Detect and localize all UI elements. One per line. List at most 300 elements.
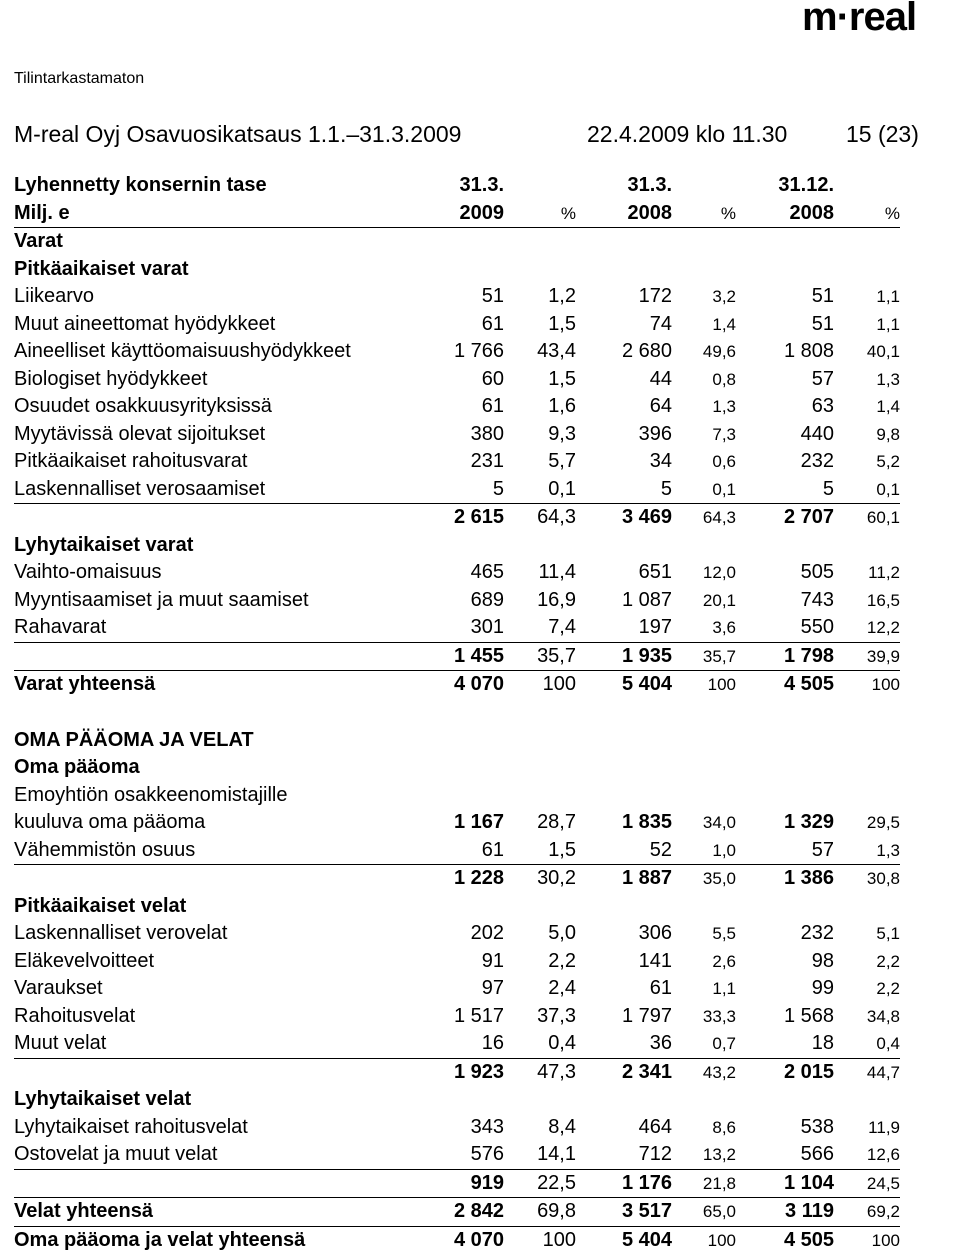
cell-ap bbox=[504, 256, 576, 284]
cell-a: 61 bbox=[434, 837, 504, 865]
total-row bbox=[14, 1058, 900, 1086]
row-label: Muut velat bbox=[14, 1030, 434, 1058]
m-real-logo bbox=[800, 0, 960, 38]
cell-bp: 100 bbox=[707, 1230, 736, 1250]
cell-c: 4 505 bbox=[783, 673, 834, 695]
cell-ap: 37,3 bbox=[537, 1004, 576, 1027]
cell-cp: 0,4 bbox=[834, 1030, 900, 1058]
page-number: 15 (23) bbox=[846, 121, 919, 147]
cell-cp bbox=[834, 782, 900, 810]
cell-a bbox=[434, 782, 504, 810]
row-label: Lyhytaikaiset velat bbox=[14, 1088, 192, 1110]
row-label: Myytävissä olevat sijoitukset bbox=[14, 422, 266, 445]
cell-cp: 12,2 bbox=[834, 614, 900, 642]
cell-a bbox=[434, 1086, 504, 1114]
row-label: Rahoitusvelat bbox=[14, 1004, 136, 1027]
cell-cp: 24,5 bbox=[834, 1169, 900, 1198]
cell-ap: 43,4 bbox=[537, 340, 576, 362]
cell-ap bbox=[504, 532, 576, 560]
cell-b: 5 404 bbox=[621, 1228, 672, 1251]
cell-b: 141 bbox=[638, 949, 672, 972]
cell-cp: 12,6 bbox=[834, 1141, 900, 1169]
cell-b: 3 517 bbox=[576, 1198, 672, 1227]
cell-ap: 64,3 bbox=[537, 506, 576, 528]
row-label: OMA PÄÄOMA JA VELAT bbox=[14, 728, 254, 751]
cell-a: 61 bbox=[481, 395, 504, 417]
cell-b: 3 469 bbox=[621, 506, 672, 528]
cell-b: 34 bbox=[649, 450, 672, 472]
cell-c: 57 bbox=[736, 837, 834, 865]
cell-b: 1 797 bbox=[621, 1004, 672, 1027]
cell-c bbox=[736, 532, 834, 560]
cell-a: 1 923 bbox=[453, 1060, 504, 1083]
cell-c bbox=[736, 256, 834, 284]
cell-c: 18 bbox=[736, 1030, 834, 1058]
cell-b: 396 bbox=[638, 422, 672, 445]
row-label: Laskennalliset verovelat bbox=[14, 922, 228, 944]
cell-ap: 16,9 bbox=[537, 588, 576, 611]
cell-c: 1 329 bbox=[783, 811, 834, 833]
cell-cp: 9,8 bbox=[876, 424, 900, 444]
unaudited-label: Tilintarkastamaton bbox=[14, 70, 145, 87]
cell-cp: 1,3 bbox=[876, 369, 900, 389]
cell-bp: 1,1 bbox=[712, 979, 736, 998]
cell-a: 689 bbox=[470, 588, 504, 611]
cell-c: 5 bbox=[736, 476, 834, 504]
total-row bbox=[14, 504, 900, 532]
cell-bp: 65,0 bbox=[672, 1198, 736, 1227]
col-a-pct: % bbox=[504, 200, 576, 228]
cell-b: 651 bbox=[638, 561, 672, 583]
cell-cp: 2,2 bbox=[876, 979, 900, 998]
cell-b bbox=[576, 699, 672, 727]
cell-cp: 5,1 bbox=[876, 924, 900, 943]
cell-a: 51 bbox=[481, 285, 504, 307]
cell-a bbox=[434, 727, 504, 755]
col-b-pct: % bbox=[672, 200, 736, 228]
cell-b: 1 887 bbox=[621, 867, 672, 889]
cell-cp: 1,1 bbox=[876, 287, 900, 306]
cell-bp: 100 bbox=[707, 675, 736, 694]
cell-c: 2 015 bbox=[783, 1060, 834, 1083]
cell-bp bbox=[672, 1086, 736, 1114]
cell-c: 1 568 bbox=[783, 1004, 834, 1027]
cell-b: 1 935 bbox=[576, 642, 672, 671]
cell-cp: 30,8 bbox=[866, 869, 900, 888]
cell-cp bbox=[834, 1086, 900, 1114]
section-heading-row bbox=[14, 1086, 900, 1114]
cell-ap: 8,4 bbox=[548, 1115, 576, 1138]
cell-bp: 1,3 bbox=[712, 397, 736, 416]
cell-a: 919 bbox=[434, 1169, 504, 1198]
cell-c: 566 bbox=[736, 1141, 834, 1169]
cell-c: 1 798 bbox=[736, 642, 834, 671]
cell-bp: 43,2 bbox=[702, 1062, 736, 1082]
table-row bbox=[14, 809, 900, 837]
cell-a: 202 bbox=[470, 922, 504, 944]
cell-bp: 34,0 bbox=[702, 813, 736, 832]
cell-cp: 5,2 bbox=[876, 452, 900, 471]
report-title: M-real Oyj Osavuosikatsaus 1.1.–31.3.2009 bbox=[14, 121, 462, 147]
cell-a bbox=[434, 754, 504, 782]
cell-b: 36 bbox=[576, 1030, 672, 1058]
total-row bbox=[14, 642, 900, 671]
cell-a: 60 bbox=[481, 367, 504, 390]
section-heading-row bbox=[14, 228, 900, 256]
column-header-row-2 bbox=[14, 200, 900, 228]
cell-c: 232 bbox=[800, 922, 834, 944]
cell-c bbox=[736, 1086, 834, 1114]
table-row bbox=[14, 338, 900, 366]
cell-c bbox=[736, 228, 834, 256]
cell-cp bbox=[834, 228, 900, 256]
section-heading-row bbox=[14, 256, 900, 284]
row-label: kuuluva oma pääoma bbox=[14, 811, 206, 833]
cell-c: 57 bbox=[811, 367, 834, 390]
row-label: Osuudet osakkuusyrityksissä bbox=[14, 395, 272, 417]
table-row bbox=[14, 311, 900, 339]
table-row bbox=[14, 837, 900, 865]
cell-cp: 44,7 bbox=[866, 1062, 900, 1082]
cell-a: 2 615 bbox=[453, 506, 504, 528]
cell-ap: 28,7 bbox=[537, 811, 576, 833]
cell-cp bbox=[834, 727, 900, 755]
row-label: Myyntisaamiset ja muut saamiset bbox=[14, 588, 309, 611]
cell-c: 743 bbox=[800, 588, 834, 611]
row-label bbox=[14, 504, 434, 532]
cell-bp: 0,8 bbox=[712, 369, 736, 389]
cell-b: 44 bbox=[649, 367, 672, 390]
col-b-year: 2008 bbox=[576, 200, 672, 228]
cell-cp: 1,1 bbox=[876, 314, 900, 334]
cell-c bbox=[736, 699, 834, 727]
cell-ap: 100 bbox=[542, 1228, 576, 1251]
cell-c: 99 bbox=[811, 977, 834, 999]
row-label: Emoyhtiön osakkeenomistajille bbox=[14, 783, 288, 806]
cell-b: 1 176 bbox=[576, 1169, 672, 1198]
cell-ap: 11,4 bbox=[538, 561, 576, 583]
cell-cp: 69,2 bbox=[834, 1198, 900, 1227]
cell-bp: 3,2 bbox=[712, 287, 736, 306]
logo-text: m·real bbox=[802, 0, 917, 38]
cell-a: 5 bbox=[434, 476, 504, 504]
cell-b: 2 680 bbox=[621, 340, 672, 362]
cell-b: 74 bbox=[649, 312, 672, 335]
cell-a bbox=[434, 893, 504, 921]
cell-ap: 0,1 bbox=[504, 476, 576, 504]
cell-b bbox=[576, 1086, 672, 1114]
row-label bbox=[14, 1169, 434, 1198]
table-row bbox=[14, 559, 900, 587]
cell-b bbox=[576, 727, 672, 755]
cell-b: 52 bbox=[576, 837, 672, 865]
cell-ap bbox=[504, 754, 576, 782]
cell-ap: 1,2 bbox=[548, 285, 576, 307]
table-row bbox=[14, 283, 900, 311]
cell-c bbox=[736, 754, 834, 782]
cell-c: 51 bbox=[811, 285, 834, 307]
cell-cp: 40,1 bbox=[866, 342, 900, 361]
table-row bbox=[14, 920, 900, 948]
row-label: Laskennalliset verosaamiset bbox=[14, 476, 434, 504]
row-label: Oma pääoma bbox=[14, 756, 140, 778]
cell-c: 538 bbox=[800, 1115, 834, 1138]
row-label: Lyhytaikaiset varat bbox=[14, 533, 194, 556]
row-label: Lyhytaikaiset rahoitusvelat bbox=[14, 1115, 248, 1138]
row-label: Muut aineettomat hyödykkeet bbox=[14, 312, 276, 335]
cell-ap: 14,1 bbox=[504, 1141, 576, 1169]
table-row bbox=[14, 975, 900, 1003]
cell-a: 4 070 bbox=[453, 1228, 504, 1251]
table-row bbox=[14, 948, 900, 976]
unit-label: Milj. e bbox=[14, 200, 434, 228]
table-row bbox=[14, 366, 900, 394]
cell-bp: 0,6 bbox=[712, 452, 736, 471]
cell-a: 1 517 bbox=[453, 1004, 504, 1027]
cell-c: 1 386 bbox=[783, 867, 834, 889]
row-label bbox=[14, 1058, 434, 1086]
cell-cp: 29,5 bbox=[866, 813, 900, 832]
cell-c bbox=[736, 782, 834, 810]
cell-b: 464 bbox=[638, 1115, 672, 1138]
cell-a: 1 167 bbox=[453, 811, 504, 833]
cell-a: 343 bbox=[470, 1115, 504, 1138]
cell-a: 16 bbox=[434, 1030, 504, 1058]
balance-sheet-table bbox=[14, 172, 900, 1254]
cell-bp: 20,1 bbox=[702, 590, 736, 610]
cell-b: 5 404 bbox=[621, 673, 672, 695]
cell-b bbox=[576, 754, 672, 782]
row-label bbox=[14, 642, 434, 671]
cell-a: 380 bbox=[470, 422, 504, 445]
column-header-row-1 bbox=[14, 172, 900, 200]
row-label: Pitkäaikaiset varat bbox=[14, 257, 189, 280]
table-row bbox=[14, 1003, 900, 1031]
cell-ap: 0,4 bbox=[504, 1030, 576, 1058]
cell-cp: 11,9 bbox=[868, 1117, 900, 1137]
row-label bbox=[14, 865, 434, 893]
cell-bp bbox=[672, 699, 736, 727]
cell-b bbox=[576, 256, 672, 284]
cell-bp: 13,2 bbox=[672, 1141, 736, 1169]
section-heading-row bbox=[14, 727, 900, 755]
row-label: Pitkäaikaiset rahoitusvarat bbox=[14, 450, 248, 472]
section-heading-row bbox=[14, 754, 900, 782]
cell-bp: 35,7 bbox=[672, 642, 736, 671]
table-row bbox=[14, 421, 900, 449]
cell-a: 2 842 bbox=[434, 1198, 504, 1227]
cell-b: 306 bbox=[638, 922, 672, 944]
col-c-year: 2008 bbox=[736, 200, 834, 228]
cell-cp bbox=[834, 893, 900, 921]
cell-a: 1 455 bbox=[434, 642, 504, 671]
cell-a bbox=[434, 532, 504, 560]
cell-cp: 100 bbox=[871, 1230, 900, 1250]
table-row bbox=[14, 587, 900, 615]
row-label: Varat yhteensä bbox=[14, 673, 156, 695]
cell-a bbox=[434, 699, 504, 727]
cell-b bbox=[576, 782, 672, 810]
cell-bp: 7,3 bbox=[712, 424, 736, 444]
cell-bp: 1,4 bbox=[712, 314, 736, 334]
cell-b: 712 bbox=[576, 1141, 672, 1169]
cell-b bbox=[576, 532, 672, 560]
cell-c: 63 bbox=[811, 395, 834, 417]
table-row bbox=[14, 393, 900, 421]
cell-cp bbox=[834, 256, 900, 284]
table-row bbox=[14, 1114, 900, 1142]
cell-a bbox=[434, 256, 504, 284]
row-label: Varat bbox=[14, 230, 63, 252]
cell-cp: 39,9 bbox=[834, 642, 900, 671]
cell-ap: 47,3 bbox=[537, 1060, 576, 1083]
cell-b: 61 bbox=[649, 977, 672, 999]
cell-ap: 5,0 bbox=[548, 922, 576, 944]
cell-c: 505 bbox=[800, 561, 834, 583]
cell-a bbox=[434, 228, 504, 256]
cell-b: 197 bbox=[576, 614, 672, 642]
row-label: Aineelliset käyttöomaisuushyödykkeet bbox=[14, 340, 351, 362]
row-label: Vaihto-omaisuus bbox=[14, 561, 162, 583]
cell-ap: 30,2 bbox=[537, 867, 576, 889]
cell-b bbox=[576, 893, 672, 921]
cell-ap bbox=[504, 782, 576, 810]
table-title: Lyhennetty konsernin tase bbox=[14, 174, 267, 196]
total-row bbox=[14, 1226, 900, 1254]
cell-b: 64 bbox=[649, 395, 672, 417]
cell-cp: 2,2 bbox=[876, 951, 900, 971]
report-date: 22.4.2009 klo 11.30 bbox=[587, 121, 788, 147]
cell-a: 61 bbox=[481, 312, 504, 335]
row-label: Liikearvo bbox=[14, 285, 95, 307]
cell-ap bbox=[504, 1086, 576, 1114]
cell-bp bbox=[672, 228, 736, 256]
cell-c: 1 808 bbox=[783, 340, 834, 362]
cell-c: 1 104 bbox=[736, 1169, 834, 1198]
row-label: Rahavarat bbox=[14, 614, 434, 642]
cell-ap: 35,7 bbox=[504, 642, 576, 671]
cell-c: 550 bbox=[736, 614, 834, 642]
cell-a: 97 bbox=[481, 977, 504, 999]
cell-b bbox=[576, 228, 672, 256]
cell-ap: 69,8 bbox=[504, 1198, 576, 1227]
spacer-row bbox=[14, 699, 900, 727]
cell-a: 1 766 bbox=[453, 340, 504, 362]
cell-ap bbox=[504, 727, 576, 755]
cell-c: 98 bbox=[811, 949, 834, 972]
cell-bp bbox=[672, 727, 736, 755]
cell-ap: 7,4 bbox=[504, 614, 576, 642]
cell-bp bbox=[672, 256, 736, 284]
col-b-top: 31.3. bbox=[627, 174, 672, 196]
section-heading-row bbox=[14, 532, 900, 560]
cell-ap: 2,2 bbox=[548, 949, 576, 972]
table-row bbox=[14, 448, 900, 476]
cell-ap: 5,7 bbox=[548, 450, 576, 472]
col-a-top: 31.3. bbox=[459, 174, 504, 196]
cell-bp: 0,7 bbox=[672, 1030, 736, 1058]
col-a-year: 2009 bbox=[434, 200, 504, 228]
section-heading-row bbox=[14, 893, 900, 921]
cell-ap: 1,5 bbox=[504, 837, 576, 865]
cell-b: 172 bbox=[638, 285, 672, 307]
row-label: Vähemmistön osuus bbox=[14, 837, 434, 865]
cell-cp bbox=[834, 699, 900, 727]
cell-c: 440 bbox=[800, 422, 834, 445]
cell-ap bbox=[504, 893, 576, 921]
row-label: Pitkäaikaiset velat bbox=[14, 894, 187, 917]
cell-ap: 1,5 bbox=[548, 312, 576, 335]
cell-ap bbox=[504, 228, 576, 256]
cell-cp: 16,5 bbox=[866, 590, 900, 610]
cell-ap: 22,5 bbox=[504, 1169, 576, 1198]
cell-cp: 34,8 bbox=[866, 1006, 900, 1026]
cell-c bbox=[736, 727, 834, 755]
col-c-pct: % bbox=[834, 200, 900, 228]
row-label: Oma pääoma ja velat yhteensä bbox=[14, 1228, 306, 1251]
cell-a: 91 bbox=[481, 949, 504, 972]
cell-bp: 8,6 bbox=[712, 1117, 736, 1137]
row-label: Varaukset bbox=[14, 977, 103, 999]
cell-bp: 21,8 bbox=[672, 1169, 736, 1198]
table-row bbox=[14, 476, 900, 504]
cell-b: 5 bbox=[576, 476, 672, 504]
row-label: Ostovelat ja muut velat bbox=[14, 1141, 434, 1169]
total-row bbox=[14, 865, 900, 893]
cell-a: 1 228 bbox=[453, 867, 504, 889]
cell-ap: 1,6 bbox=[548, 395, 576, 417]
cell-ap bbox=[504, 699, 576, 727]
cell-c: 4 505 bbox=[783, 1228, 834, 1251]
cell-b: 1 087 bbox=[621, 588, 672, 611]
cell-bp bbox=[672, 893, 736, 921]
cell-c: 51 bbox=[811, 312, 834, 335]
cell-bp: 2,6 bbox=[712, 951, 736, 971]
cell-bp bbox=[672, 754, 736, 782]
row-label: Velat yhteensä bbox=[14, 1198, 434, 1227]
cell-c: 2 707 bbox=[783, 506, 834, 528]
cell-a: 231 bbox=[470, 450, 504, 472]
cell-ap: 2,4 bbox=[548, 977, 576, 999]
cell-b: 1 835 bbox=[621, 811, 672, 833]
cell-bp: 5,5 bbox=[712, 924, 736, 943]
cell-bp: 0,1 bbox=[672, 476, 736, 504]
cell-cp: 0,1 bbox=[834, 476, 900, 504]
cell-ap: 1,5 bbox=[548, 367, 576, 390]
cell-bp: 49,6 bbox=[702, 342, 736, 361]
cell-bp: 64,3 bbox=[702, 508, 736, 527]
total-row bbox=[14, 1198, 900, 1227]
cell-bp: 1,0 bbox=[672, 837, 736, 865]
total-row bbox=[14, 671, 900, 699]
table-row bbox=[14, 1030, 900, 1058]
table-row bbox=[14, 782, 900, 810]
cell-cp: 100 bbox=[871, 675, 900, 694]
row-label: Eläkevelvoitteet bbox=[14, 949, 155, 972]
cell-bp: 33,3 bbox=[702, 1006, 736, 1026]
cell-b: 2 341 bbox=[621, 1060, 672, 1083]
cell-c bbox=[736, 893, 834, 921]
cell-c: 232 bbox=[800, 450, 834, 472]
cell-c: 3 119 bbox=[736, 1198, 834, 1227]
cell-ap: 9,3 bbox=[548, 422, 576, 445]
cell-cp: 1,4 bbox=[876, 397, 900, 416]
cell-cp bbox=[834, 532, 900, 560]
cell-a: 576 bbox=[434, 1141, 504, 1169]
cell-cp bbox=[834, 754, 900, 782]
cell-a: 4 070 bbox=[453, 673, 504, 695]
col-c-top: 31.12. bbox=[778, 174, 834, 196]
